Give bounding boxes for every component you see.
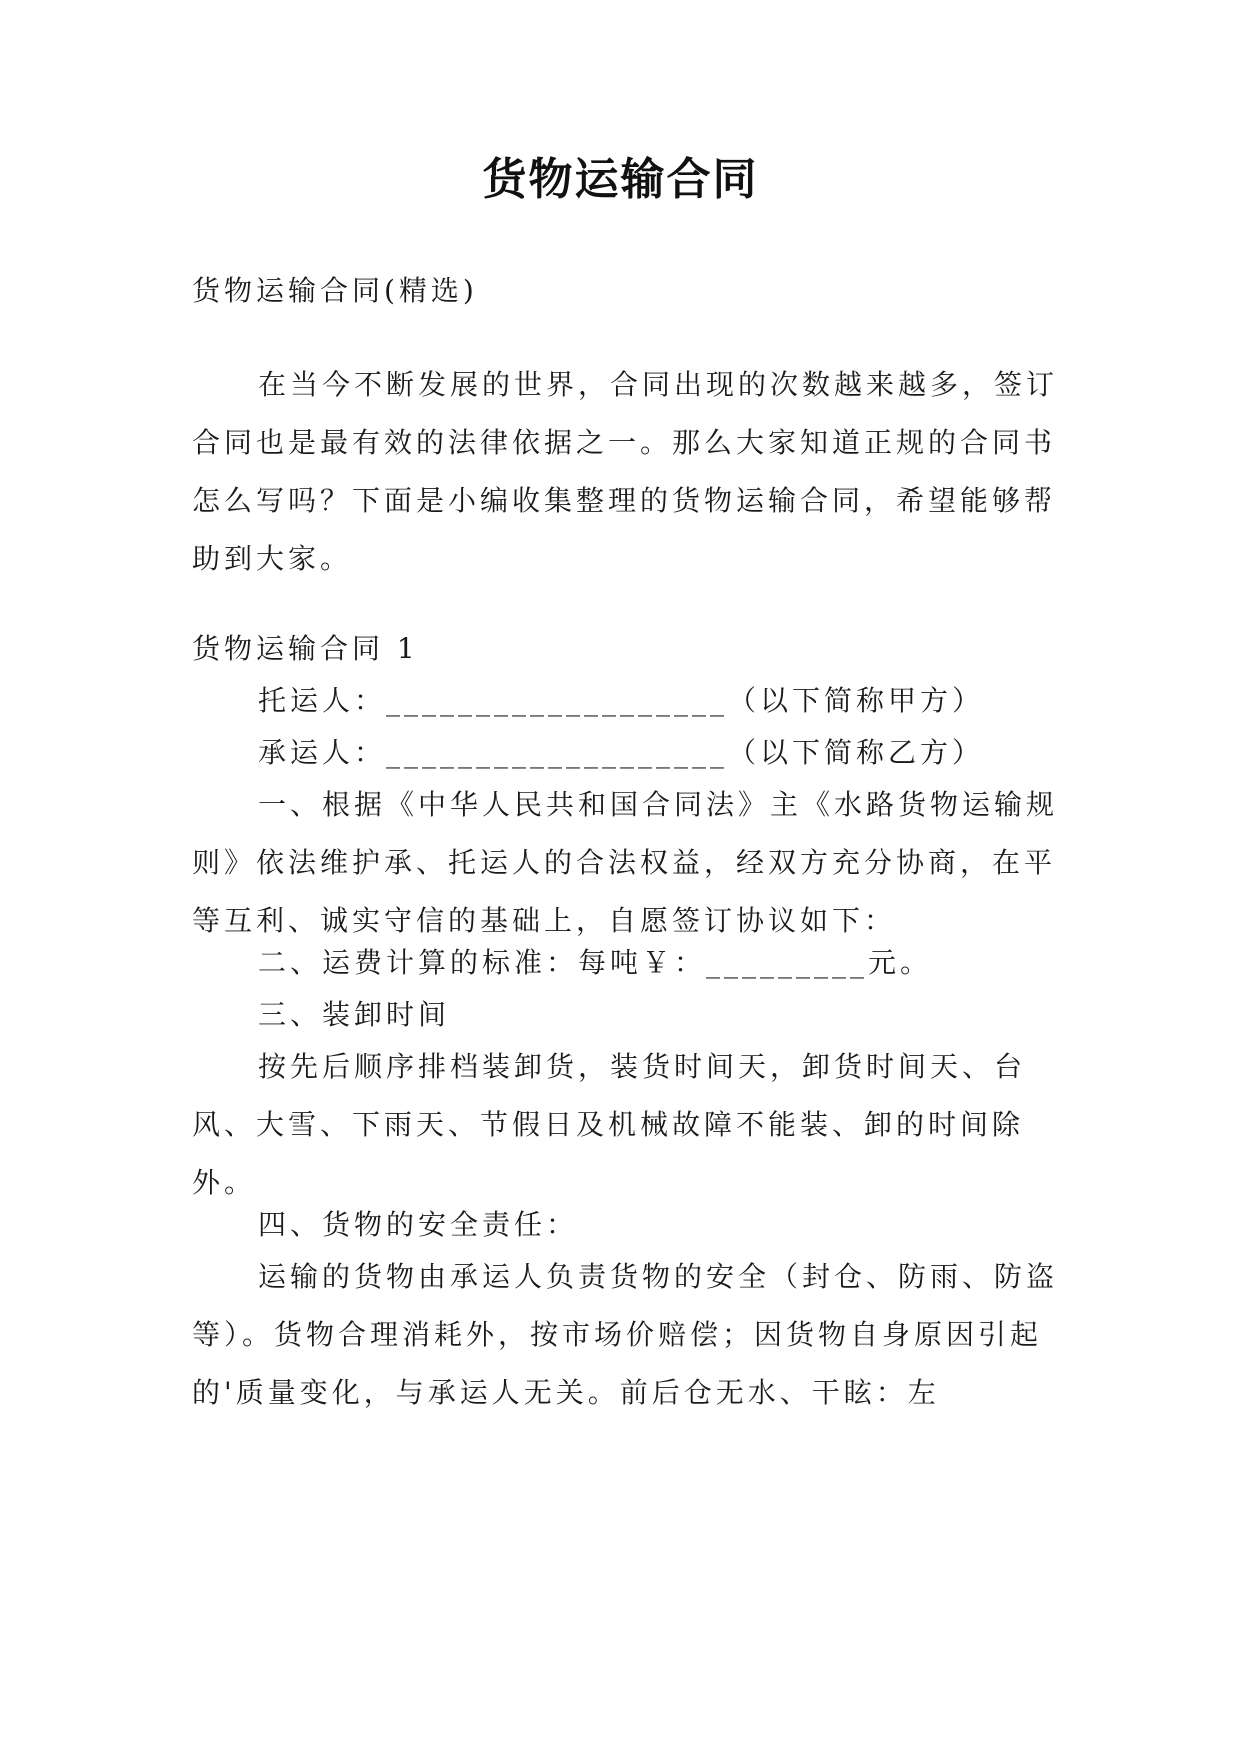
clause-2: 二、运费计算的标准：每吨￥：_________元。: [258, 946, 933, 979]
clause-4-body: 运输的货物由承运人负责货物的安全（封仓、防雨、防盗等）。货物合理消耗外，按市场价赔偿；因货物自身原因引起的'质量变化，与承运人无关。前后仓无水、干眩：左: [192, 1260, 1059, 1409]
carrier-line: 承运人：___________________（以下简称乙方）: [258, 736, 985, 769]
clause-1: 一、根据《中华人民共和国合同法》主《水路货物运输规则》依法维护承、托运人的合法权益，经双方充分协商，在平等互利、诚实守信的基础上，自愿签订协议如下：: [192, 788, 1059, 937]
clause-4-heading: 四、货物的安全责任：: [258, 1208, 579, 1241]
section-heading: 货物运输合同 1: [192, 632, 419, 665]
clause-3-body: 按先后顺序排档装卸货，装货时间天，卸货时间天、台风、大雪、下雨天、节假日及机械故障不能装、卸的时间除外。: [192, 1050, 1027, 1199]
intro-paragraph: 在当今不断发展的世界，合同出现的次数越来越多，签订合同也是最有效的法律依据之一。那么大家知道正规的合同书怎么写吗？下面是小编收集整理的货物运输合同，希望能够帮助到大家。: [192, 368, 1059, 575]
shipper-line: 托运人：___________________（以下简称甲方）: [258, 684, 985, 717]
document-title: 货物运输合同: [482, 154, 759, 205]
document-subtitle: 货物运输合同(精选): [192, 274, 478, 307]
clause-3-heading: 三、装卸时间: [258, 998, 451, 1031]
